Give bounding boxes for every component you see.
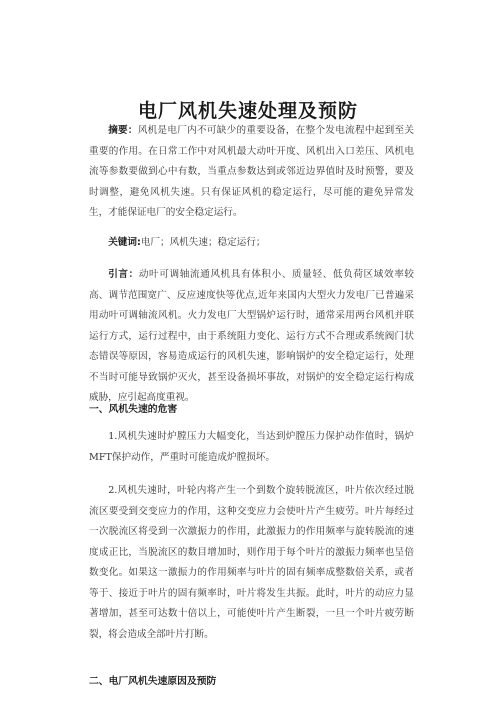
abstract-paragraph <box>89 121 414 224</box>
keywords-paragraph <box>89 233 414 254</box>
intro-paragraph <box>89 265 414 409</box>
document-title: 电厂风机失速处理及预防 <box>137 100 358 122</box>
intro-label: 引言： <box>108 269 139 280</box>
abstract-label: 摘要： <box>108 125 138 136</box>
abstract-text: 风机是电厂内不可缺少的重要设备，在整个发电流程中起到至关重要的作用。在日常工作中对风机最大动叶开度、风机出入口差压、风机电流等参数要做到心中有数，当重点参数达到或邻近边界值时及时预警，要及时调整，避免风机失速。只有保证风机的稳定运行，尽可能的避免异常发生，才能保证电厂的安全稳定运行。 <box>89 125 415 218</box>
intro-text: 动叶可调轴流通风机具有体积小、质量轻、低负荷区域效率较高、调节范围宽广、反应速度快等优点,近年来国内大型火力发电厂已普遍采用动叶可调轴流风机。火力发电厂大型锅炉运行时，通常采用两台风机并联运行方式，运行过程中，由于系统阻力变化、运行方式不合理或系统阀门状态错误等原因，容易造成运行的风机失速，影响锅炉的安全稳定运行，处理不当时可能导致锅炉灭火，甚至设备损坏事故，对锅炉的安全稳定运行构成威胁，应引起高度重视。 <box>89 269 415 403</box>
section1-paragraph-1: 1.风机失速时炉膛压力大幅变化，当达到炉膛压力保护动作值时，锅炉MFT保护动作，严重时可能造成炉膛损坏。 <box>89 431 414 463</box>
keywords-text: 电厂；风机失速；稳定运行； <box>140 237 266 248</box>
section1-paragraph-2: 2.风机失速时，叶轮内将产生一个到数个旋转脱流区，叶片依次经过脱流区要受到交变应力的作用，这种交变应力会使叶片产生疲劳。叶片每经过一次脱流区将受到一次激振力的作用，此激振力的作用频率与旋转脱流的速度成正比，当脱流区的数目增加时，则作用于每个叶片的激振力频率也呈倍数变化。如果这一激振力的作用频率与叶片的固有频率成整数倍关系，或者等于、接近于叶片的固有频率时，叶片将发生共振。此时，叶片的动应力显著增加，甚至可达数十倍以上，可能使叶片产生断裂，一旦一个叶片疲劳断裂，将会造成全部叶片打断。 <box>89 485 414 640</box>
keywords-label: 关键词: <box>108 237 141 248</box>
section-heading-2: 二、电厂风机失速原因及预防 <box>89 676 217 687</box>
section-heading-1: 一、风机失速的危害 <box>89 404 178 415</box>
